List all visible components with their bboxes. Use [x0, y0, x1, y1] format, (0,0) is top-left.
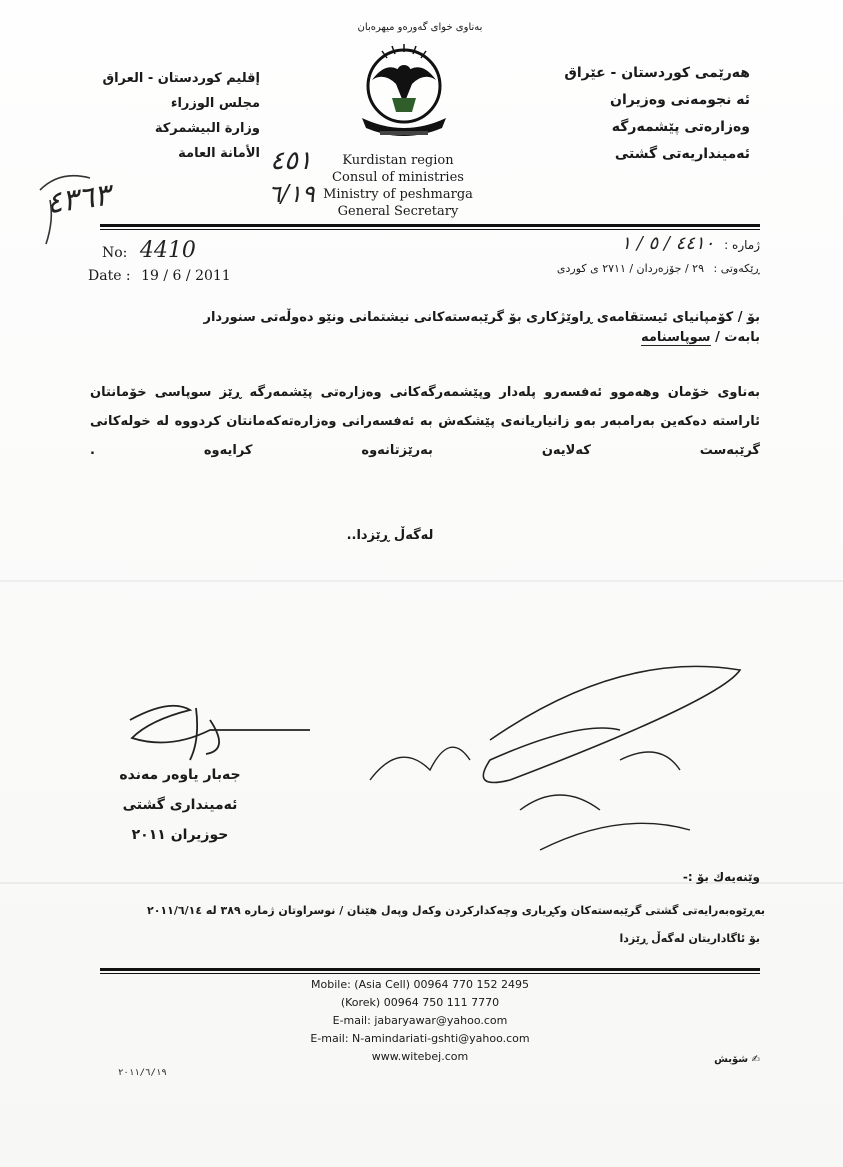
header-arabic-line: مجلس الوزراء [170, 96, 260, 111]
letter-body: بەناوی خۆمان وهەموو ئەفسەرو پلەدار وپێشمەرگەكانی وەزارەتی پێشمەرگە ڕێز سوپاسی خۆمانتان ئاراستە دەكەین بەرامبەر بەو زانیاریانەی پێشكەش بە ئەفسەرانی وەزارەتەكەمانتان كردووە لە خولەكانی گرێبەست كەلایەن بەرێزتانەوە كرایەوە . [90, 385, 760, 458]
header-kurdish [560, 60, 750, 168]
paper-fold [0, 580, 843, 582]
invocation: بەناوی خوای گەورەو میهرەبان [357, 22, 483, 33]
subject-label: بابەت / [715, 330, 760, 345]
contact-email: E-mail: N-amindariati-gshti@yahoo.com [310, 1032, 530, 1045]
subject [400, 330, 760, 345]
pen-icon: ✍ [751, 1054, 760, 1065]
no-label: No: [102, 245, 128, 261]
date-label: Date : [88, 268, 131, 284]
header-english-line: Kurdistan region [342, 153, 454, 168]
reference-date [88, 268, 231, 284]
header-rule [100, 224, 760, 227]
handwritten-date: ٦/١٩ [268, 180, 315, 208]
signatory-date: حوزیران ٢٠١١ [131, 827, 229, 843]
handwritten-margin-number: ٤٣٦٣ [43, 177, 113, 222]
margin-scribble [30, 160, 110, 250]
header-english-line: Consul of ministries [332, 170, 464, 185]
header-kurdish-line: هەرێمی كوردستان - عێراق [564, 65, 750, 81]
footer-rule [100, 973, 760, 974]
signatory-title: ئەمینداری گشتی [122, 797, 238, 813]
ku-date-value: ٢٩ / جۆزەردان / ٢٧١١ ی كوردی [556, 262, 704, 275]
header-kurdish-line: وەزارەتی پێشمەرگە [611, 119, 750, 135]
header-arabic-line: الأمانة العامة [178, 146, 260, 161]
reference-date-kurdish [470, 262, 760, 275]
header-rule [100, 229, 760, 230]
subject-value: سوپاسنامە [640, 330, 711, 345]
reference-no [102, 238, 196, 263]
footer-typist [680, 1054, 760, 1065]
footer-rule [100, 968, 760, 971]
contact-website: www.witebej.com [371, 1050, 469, 1063]
signatory-name: جەبار یاوەر مەندە [119, 767, 241, 783]
copy-note: بۆ ئاگاداریتان لەگەڵ ڕێزدا [619, 932, 760, 945]
ku-date-label: ڕێکەوتی : [713, 262, 760, 275]
header-english-line: Ministry of peshmarga [323, 187, 473, 202]
header-arabic-line: وزارة البيشمركة [154, 121, 260, 136]
contact-block [250, 976, 590, 1066]
header-arabic-line: إقليم كوردستان - العراق [102, 71, 260, 86]
footer-date: ٢٠١١/٦/١٩ [118, 1068, 167, 1078]
no-value: 4410 [139, 238, 196, 263]
ku-no-label: ژمارە : [724, 238, 760, 252]
kurdistan-emblem-icon [342, 40, 466, 142]
contact-mobile: (Korek) 00964 750 111 7770 [340, 996, 500, 1009]
contact-mobile: Mobile: (Asia Cell) 00964 770 152 2495 [311, 978, 529, 991]
addressee: بۆ / كۆمپانیای ئیستقامەی ڕاوێژكاری بۆ گرێبەستەكانی نیشتمانی ونێو دەوڵەتی سنوردار [203, 310, 760, 325]
signatory [100, 760, 260, 850]
ku-no-value: ٤٤١٠ / ٥ / ١ [621, 233, 715, 254]
header-arabic [100, 66, 260, 166]
header-kurdish-line: ئەمینداریەتی گشتی [614, 146, 750, 162]
header-kurdish-line: ئە نجومەنی وەزیران [610, 92, 750, 108]
copies-heading: وێنەیەك بۆ :- [682, 870, 760, 884]
typist-name: شۆبش [714, 1054, 749, 1065]
header-english [318, 152, 478, 220]
handwritten-number: ٤٥١ [270, 146, 312, 176]
copy-recipient: بەڕێوەبەرایەتی گشتی گرێبەستەكان وكڕیاری وچەكداركردن وكەل وپەل هێنان / نوسراوتان ژمارە ٣٨٩ لە ٢٠١١/٦/١٤ [147, 904, 765, 917]
contact-email: E-mail: jabaryawar@yahoo.com [332, 1014, 508, 1027]
closing-regards: لەگەڵ ڕێزدا.. [346, 528, 434, 543]
reference-no-kurdish [540, 233, 760, 254]
handwritten-annotation [360, 660, 760, 860]
header-english-line: General Secretary [337, 204, 459, 219]
date-value: 19 / 6 / 2011 [141, 268, 231, 284]
signature [110, 690, 330, 770]
